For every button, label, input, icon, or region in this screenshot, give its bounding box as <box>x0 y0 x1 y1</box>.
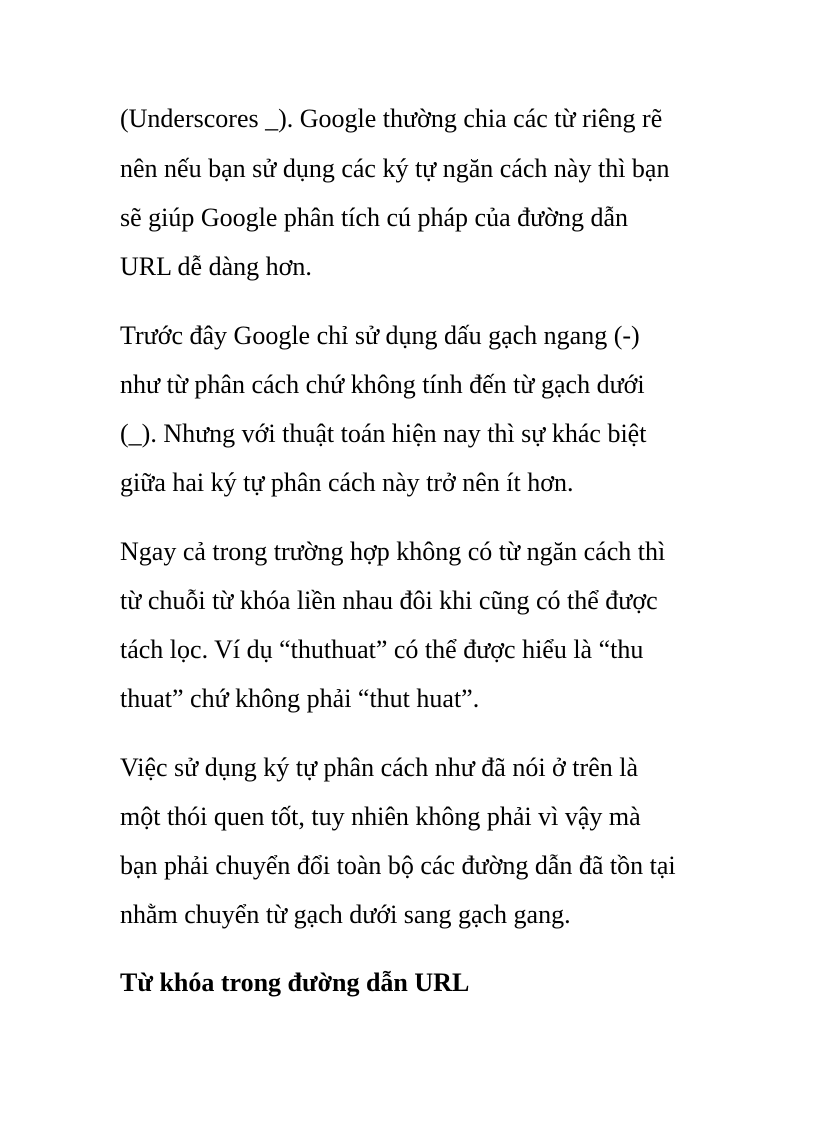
text-line: (_). Nhưng với thuật toán hiện nay thì sự khác biệt <box>120 419 647 448</box>
text-line: Trước đây Google chỉ sử dụng dấu gạch ngang (-) <box>120 321 640 350</box>
text-line: Ngay cả trong trường hợp không có từ ngăn cách thì <box>120 537 666 566</box>
text-line: từ chuỗi từ khóa liền nhau đôi khi cũng có thể được <box>120 586 658 615</box>
text-line: một thói quen tốt, tuy nhiên không phải vì vậy mà <box>120 802 641 831</box>
text-line: nên nếu bạn sử dụng các ký tự ngăn cách này thì bạn <box>120 154 670 183</box>
section-heading: Từ khóa trong đường dẫn URL <box>120 968 470 997</box>
text-line: URL dễ dàng hơn. <box>120 252 312 281</box>
text-line: sẽ giúp Google phân tích cú pháp của đường dẫn <box>120 203 628 232</box>
text-line: (Underscores _). Google thường chia các từ riêng rẽ <box>120 104 663 133</box>
text-line: thuat” chứ không phải “thut huat”. <box>120 684 480 713</box>
text-line: nhằm chuyển từ gạch dưới sang gạch gang. <box>120 900 571 929</box>
text-line: Việc sử dụng ký tự phân cách như đã nói ở trên là <box>120 753 638 782</box>
text-line: bạn phải chuyển đổi toàn bộ các đường dẫn đã tồn tại <box>120 851 676 880</box>
text-line: giữa hai ký tự phân cách này trở nên ít hơn. <box>120 468 574 497</box>
text-line: tách lọc. Ví dụ “thuthuat” có thể được hiểu là “thu <box>120 635 644 664</box>
text-line: như từ phân cách chứ không tính đến từ gạch dưới <box>120 370 645 399</box>
